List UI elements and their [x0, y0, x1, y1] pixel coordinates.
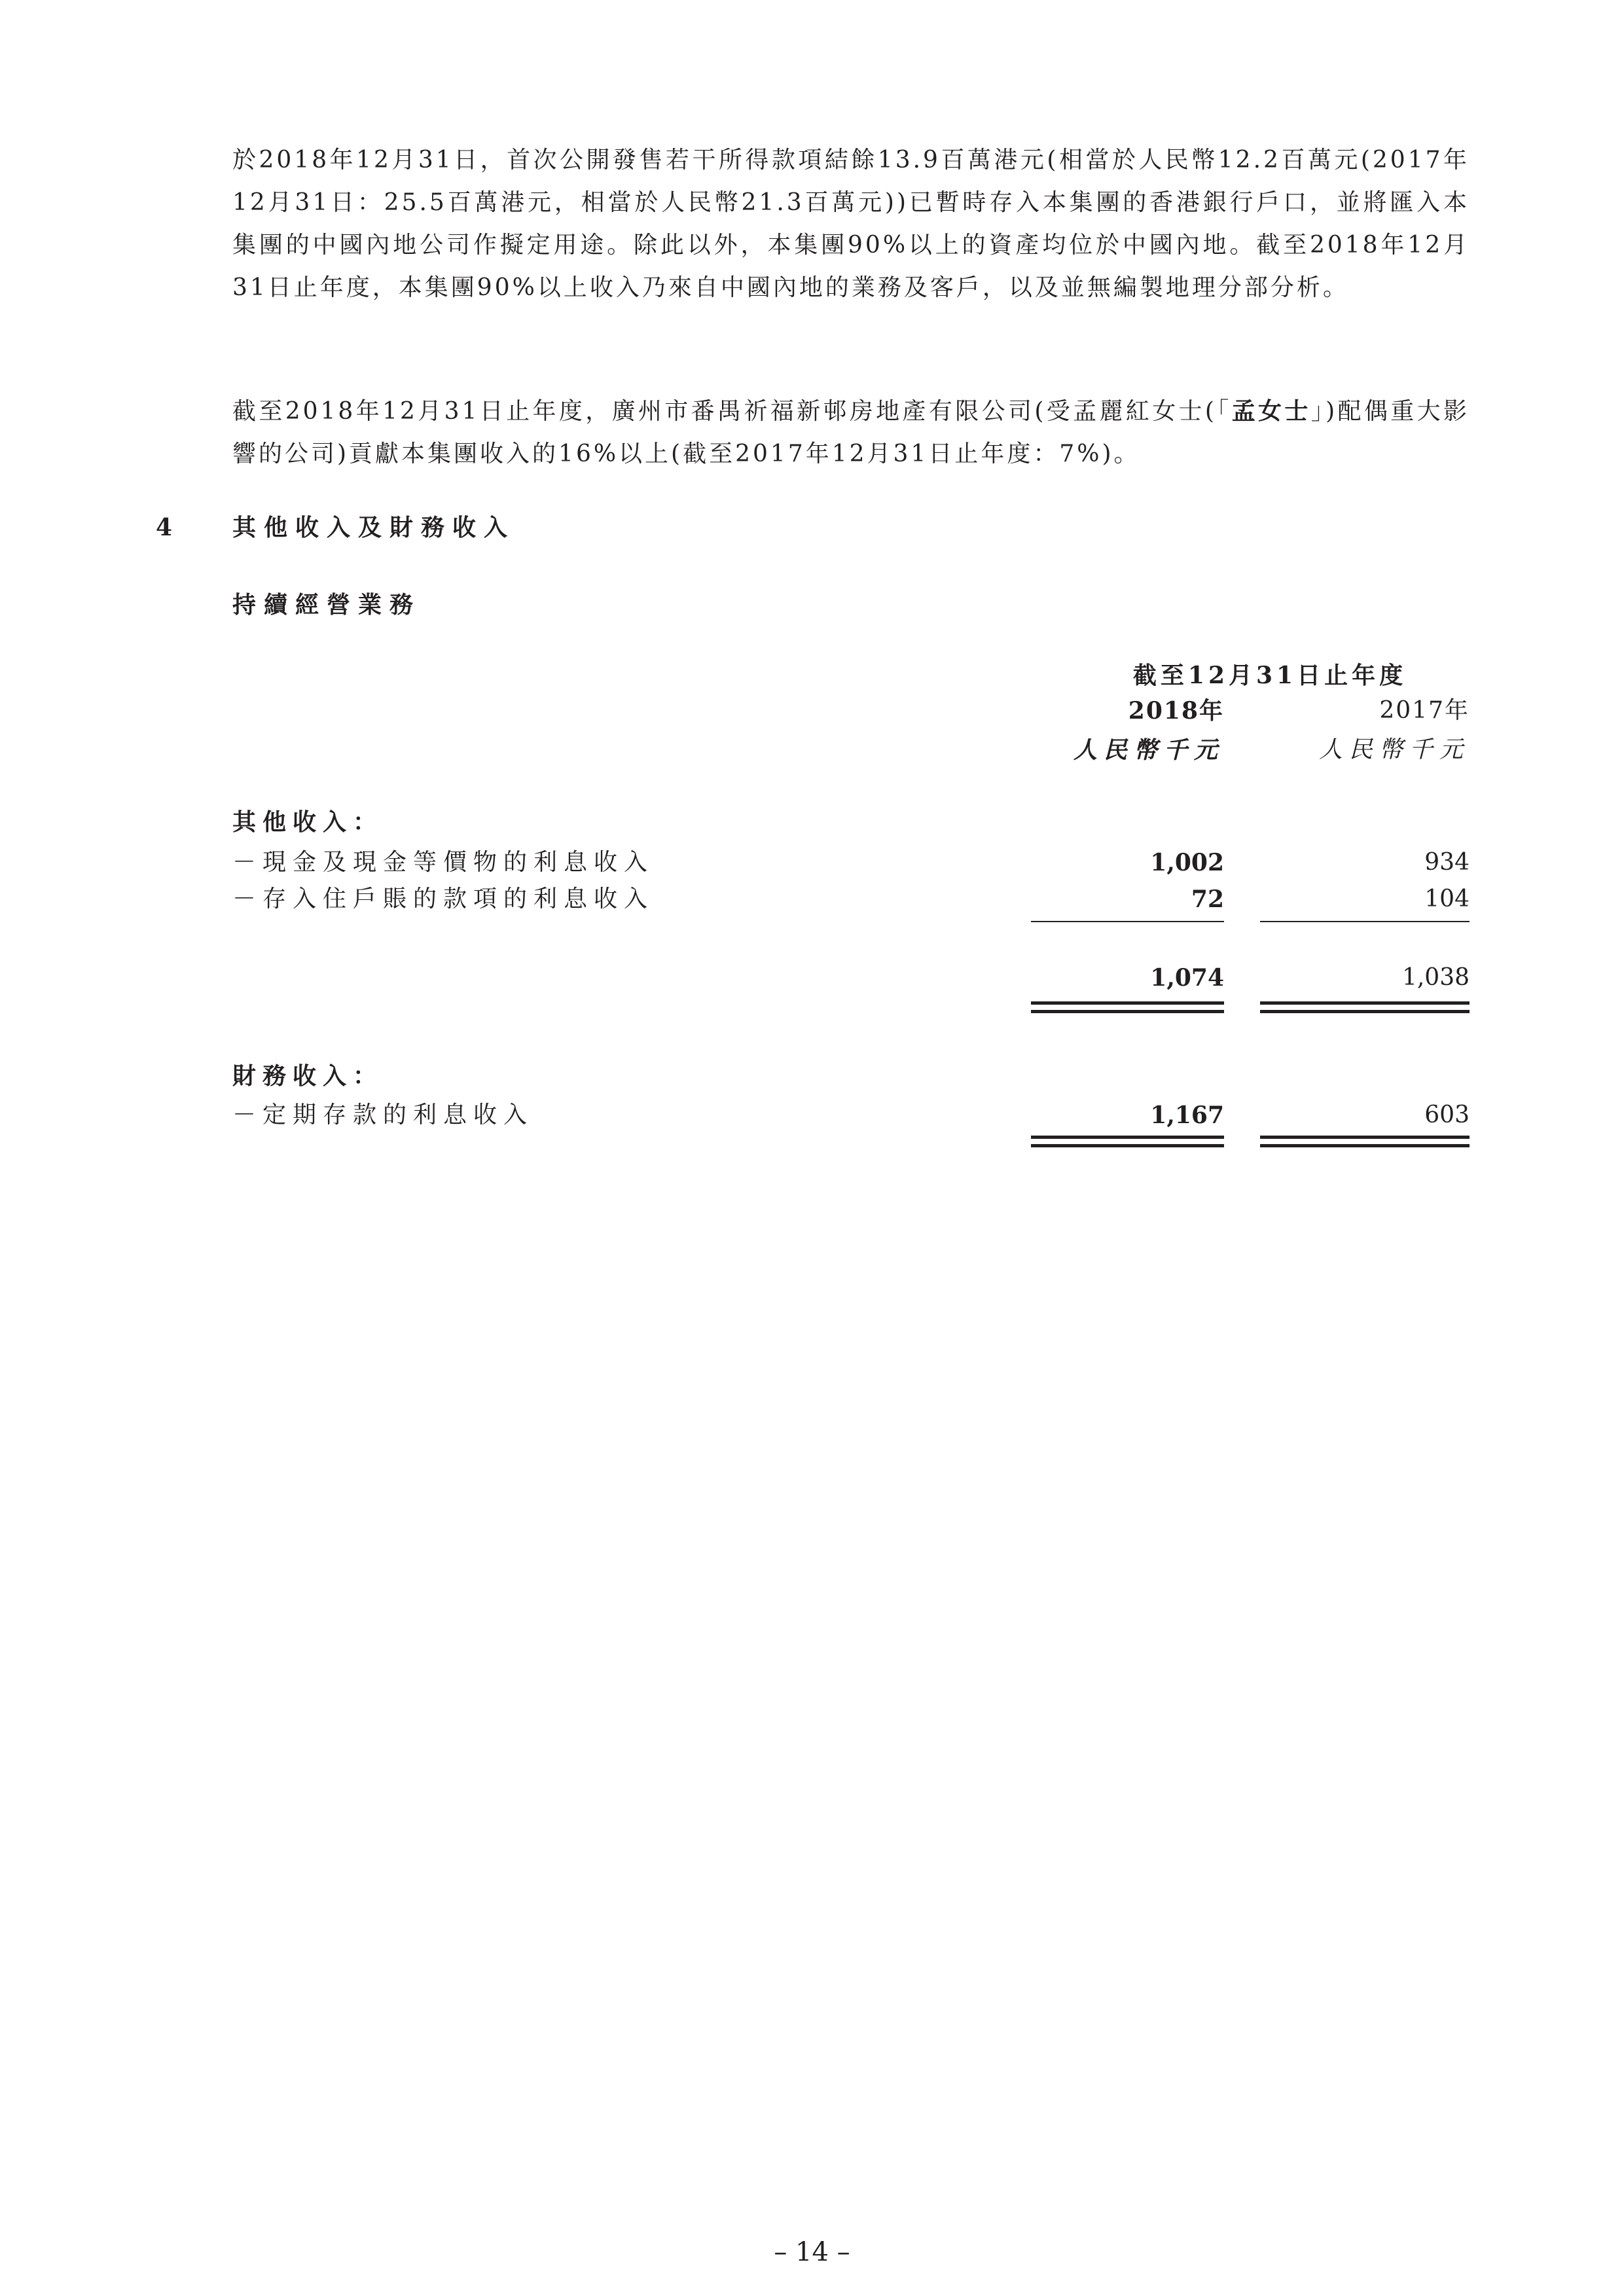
- paragraph-2-part-2: 」)配偶重大影響的公司)貢獻本集團收入的16%以上(截至2017年12月31日止年度：7%)。: [232, 398, 1470, 467]
- paragraph-2-part-1: 截至2018年12月31日止年度，廣州市番禺祈福新邨房地產有限公司(受孟麗紅女士(「: [232, 398, 1232, 425]
- finance-double-rule-bottom-2017: [1260, 1144, 1470, 1147]
- section-number: 4: [156, 514, 177, 541]
- other-income-total-2017: 1,038: [1401, 964, 1470, 991]
- column-header-2018: 2018年: [1128, 697, 1224, 725]
- table-row-label: －現金及現金等價物的利息收入: [232, 849, 655, 876]
- table-cell-2017: 104: [1424, 886, 1470, 912]
- subtotal-rule-2018: [1031, 921, 1224, 922]
- section-title: 其他收入及財務收入: [232, 514, 516, 541]
- period-header: 截至12月31日止年度: [1132, 662, 1407, 689]
- total-double-rule-bottom-2018: [1031, 1010, 1224, 1013]
- table-row-label: －定期存款的利息收入: [232, 1102, 534, 1128]
- finance-double-rule-top-2018: [1031, 1136, 1224, 1139]
- total-double-rule-bottom-2017: [1260, 1010, 1470, 1013]
- unit-header-2018: 人民幣千元: [1073, 736, 1224, 764]
- total-double-rule-top-2018: [1031, 1001, 1224, 1005]
- table-cell-2018: 1,167: [1150, 1102, 1224, 1129]
- finance-double-rule-bottom-2018: [1031, 1144, 1224, 1147]
- page-number: – 14 –: [774, 2237, 850, 2267]
- table-cell-2018: 72: [1191, 886, 1224, 913]
- other-income-heading: 其他收入：: [232, 808, 384, 836]
- total-double-rule-top-2017: [1260, 1001, 1470, 1005]
- other-income-total-2018: 1,074: [1150, 964, 1224, 992]
- column-header-2017: 2017年: [1379, 697, 1470, 724]
- table-cell-2017: 603: [1424, 1102, 1470, 1128]
- paragraph-major-customer: [232, 390, 1470, 475]
- table-row-label: －存入住戶賬的款項的利息收入: [232, 886, 655, 912]
- table-cell-2017: 934: [1424, 849, 1470, 876]
- finance-double-rule-top-2017: [1260, 1136, 1470, 1139]
- table-cell-2018: 1,002: [1150, 849, 1224, 876]
- finance-income-heading: 財務收入：: [232, 1062, 384, 1090]
- paragraph-2-bold-term: 孟女士: [1231, 397, 1311, 425]
- unit-header-2017: 人民幣千元: [1318, 736, 1470, 763]
- subtotal-rule-2017: [1260, 921, 1470, 922]
- paragraph-ipo-proceeds: 於2018年12月31日，首次公開發售若干所得款項結餘13.9百萬港元(相當於人民幣12.2百萬元(2017年12月31日：25.5百萬港元，相當於人民幣21.3百萬元))已暫時存入本集團的香港銀行戶口，並將匯入本集團的中國內地公司作擬定用途。除此以外，本集團90%以上的資產均位於中國內地。截至2018年12月31日止年度，本集團90%以上收入乃來自中國內地的業務及客戶，以及並無編製地理分部分析。: [232, 147, 1470, 301]
- subsection-title: 持續經營業務: [232, 591, 422, 619]
